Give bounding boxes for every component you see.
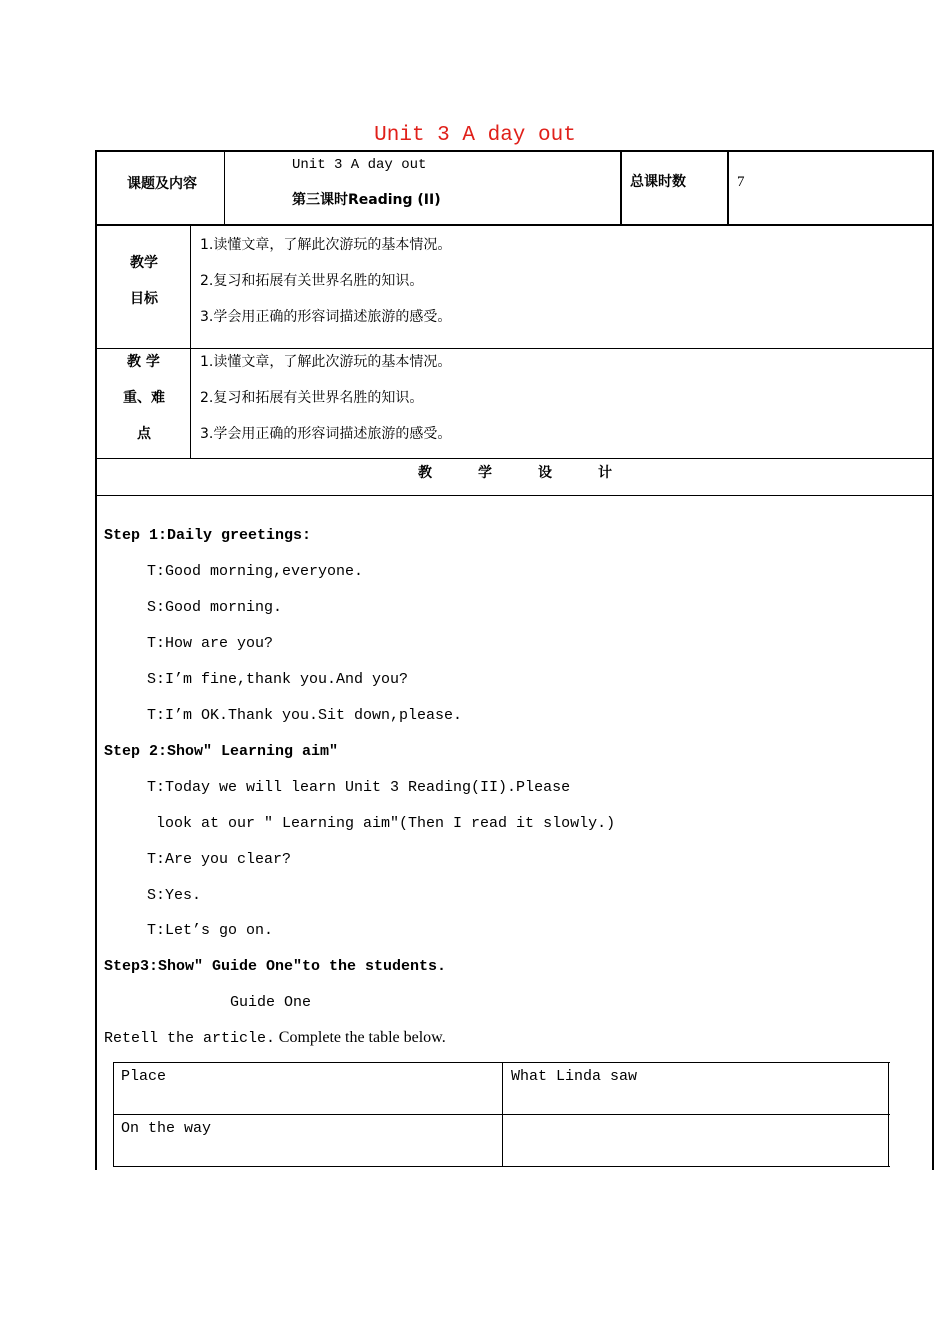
dialogue-line: S:I’m fine,thank you.And you? xyxy=(147,671,409,688)
design-header-char: 教 xyxy=(418,465,432,481)
guide-title: Guide One xyxy=(230,994,312,1011)
design-header-char: 学 xyxy=(478,465,492,481)
lesson-name: 第三课时Reading (II) xyxy=(292,192,441,208)
step-title: Step 2:Show" Learning aim" xyxy=(104,743,339,760)
guide-table-header: What Linda saw xyxy=(511,1068,638,1085)
objectives-label: 目标 xyxy=(130,291,158,307)
key-points-label: 教 学 xyxy=(127,354,160,370)
row-divider xyxy=(95,458,934,459)
complete-text: Complete the table below. xyxy=(278,1029,446,1046)
col-divider xyxy=(727,150,729,225)
dialogue-line: T:I’m OK.Thank you.Sit down,please. xyxy=(147,707,463,724)
col-divider xyxy=(620,150,622,225)
key-points-label: 重、难 xyxy=(123,390,165,406)
hours-label: 总课时数 xyxy=(630,174,686,190)
row-divider xyxy=(95,224,934,226)
retell-instruction xyxy=(104,1028,446,1049)
topic-label: 课题及内容 xyxy=(127,176,197,192)
key-points-label: 点 xyxy=(137,426,151,442)
design-header-char: 设 xyxy=(538,465,552,481)
table-border-top xyxy=(95,150,934,152)
key-point-item: 1.读懂文章，了解此次游玩的基本情况。 xyxy=(200,354,452,370)
retell-text: Retell the article. xyxy=(104,1030,276,1047)
row-divider xyxy=(95,495,934,496)
guide-table-col-line xyxy=(502,1062,503,1167)
objective-item: 3.学会用正确的形容词描述旅游的感受。 xyxy=(200,309,452,325)
row-divider xyxy=(95,348,934,349)
hours-value: 7 xyxy=(737,174,745,190)
objectives-label: 教学 xyxy=(130,255,158,271)
objective-item: 2.复习和拓展有关世界名胜的知识。 xyxy=(200,273,424,289)
dialogue-line: T:Good morning,everyone. xyxy=(147,563,364,580)
key-point-item: 2.复习和拓展有关世界名胜的知识。 xyxy=(200,390,424,406)
step-title: Step 1:Daily greetings: xyxy=(104,527,312,544)
unit-name: Unit 3 A day out xyxy=(292,157,427,173)
dialogue-line: T:How are you? xyxy=(147,635,274,652)
dialogue-line: T:Are you clear? xyxy=(147,851,292,868)
guide-table-cell: On the way xyxy=(121,1120,212,1137)
col-divider xyxy=(224,150,225,225)
step-title: Step3:Show" Guide One"to the students. xyxy=(104,958,447,975)
page-title: Unit 3 A day out xyxy=(374,124,576,147)
dialogue-line: S:Yes. xyxy=(147,887,202,904)
dialogue-line: look at our " Learning aim"(Then I read it slowly.) xyxy=(156,815,616,832)
guide-table-border-right xyxy=(888,1062,889,1167)
design-header-char: 计 xyxy=(598,465,612,481)
dialogue-line: T:Let’s go on. xyxy=(147,922,274,939)
guide-table-header: Place xyxy=(121,1068,167,1085)
table-border-right xyxy=(932,150,934,1170)
key-point-item: 3.学会用正确的形容词描述旅游的感受。 xyxy=(200,426,452,442)
guide-table-border-left xyxy=(113,1062,114,1167)
objective-item: 1.读懂文章，了解此次游玩的基本情况。 xyxy=(200,237,452,253)
dialogue-line: T:Today we will learn Unit 3 Reading(II).Please xyxy=(147,779,571,796)
table-border-left xyxy=(95,150,97,1170)
col-divider xyxy=(190,225,191,459)
dialogue-line: S:Good morning. xyxy=(147,599,283,616)
